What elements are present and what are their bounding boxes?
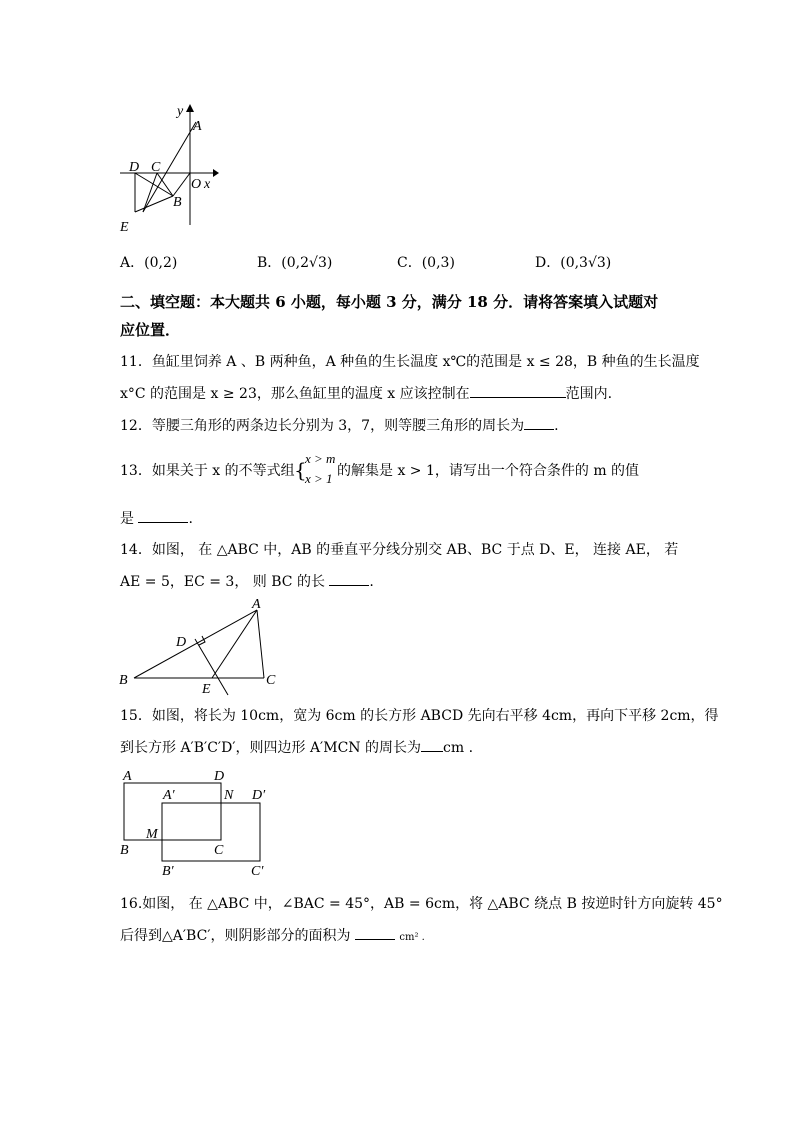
label-D: D	[129, 160, 140, 175]
label-E: E	[120, 220, 129, 235]
q13-system-line2: x > 1	[305, 471, 333, 486]
label-D: D	[176, 635, 187, 650]
label-x: x	[204, 177, 211, 192]
label-A: A	[252, 597, 261, 612]
q10-option-b: B．(0,2√3)	[257, 255, 333, 271]
q16-line1: 16.如图， 在 △ABC 中，∠BAC = 45°，AB = 6cm，将 △ABC 绕点 B 按逆时针方向旋转 45°	[120, 896, 723, 912]
label-B: B	[173, 195, 182, 210]
q11-line1: 11．鱼缸里饲养 A 、B 两种鱼，A 种鱼的生长温度 x℃的范围是 x ≤ 28，B 种鱼的生长温度	[120, 354, 700, 370]
label-A: A	[193, 119, 202, 134]
section2-heading-line1: 二、填空题：本大题共 6 小题，每小题 3 分，满分 18 分．请将答案填入试题对	[120, 293, 659, 311]
q11-line2: x°C 的范围是 x ≥ 23，那么鱼缸里的温度 x 应该控制在 范围内.	[120, 383, 612, 404]
y-axis-arrow	[186, 104, 194, 112]
q15-figure	[115, 765, 275, 880]
label-A-prime: A′	[163, 788, 175, 803]
q10-option-d: D．(0,3√3)	[535, 255, 612, 271]
label-O: O	[191, 177, 202, 192]
label-B-prime: B′	[162, 864, 174, 879]
q10-option-a: A．(0,2)	[120, 255, 178, 271]
label-B: B	[119, 673, 128, 688]
label-E: E	[202, 682, 211, 697]
q13-before: 13．如果关于 x 的不等式组	[120, 463, 295, 479]
q13-line2: 是 .	[120, 508, 193, 529]
q13-system-line1: x > m	[305, 451, 336, 466]
label-D-prime: D′	[252, 788, 266, 803]
label-C: C	[214, 843, 224, 858]
q13-after: 的解集是 x > 1，请写出一个符合条件的 m 的值	[337, 463, 640, 479]
q15-line2: 到长方形 A′B′C′D′，则四边形 A′MCN 的周长为 cm .	[120, 737, 473, 758]
q10-figure	[115, 100, 225, 235]
section2-heading-line2: 应位置．	[120, 321, 181, 339]
q14-line2: AE = 5，EC = 3， 则 BC 的长 .	[120, 571, 374, 592]
label-C: C	[151, 160, 161, 175]
label-y: y	[177, 104, 184, 119]
label-B: B	[120, 843, 129, 858]
q13-brace: {	[294, 458, 307, 482]
label-C-prime: C′	[251, 864, 264, 879]
q16-line2: 后得到△A′BC′，则阴影部分的面积为 cm² .	[120, 925, 425, 948]
q15-line1: 15．如图，将长为 10cm，宽为 6cm 的长方形 ABCD 先向右平移 4cm，再向下平移 2cm，得	[120, 708, 719, 724]
label-N: N	[224, 788, 234, 803]
q12-line: 12．等腰三角形的两条边长分别为 3，7，则等腰三角形的周长为 .	[120, 415, 559, 436]
q14-line1: 14．如图， 在 △ABC 中，AB 的垂直平分线分别交 AB、BC 于点 D、E， 连接 AE， 若	[120, 542, 679, 558]
x-axis-arrow	[213, 169, 219, 177]
label-C: C	[266, 673, 276, 688]
label-A: A	[123, 769, 132, 784]
q14-figure	[115, 592, 290, 697]
label-D: D	[214, 769, 225, 784]
label-M: M	[146, 827, 158, 842]
q10-option-c: C．(0,3)	[397, 255, 455, 271]
